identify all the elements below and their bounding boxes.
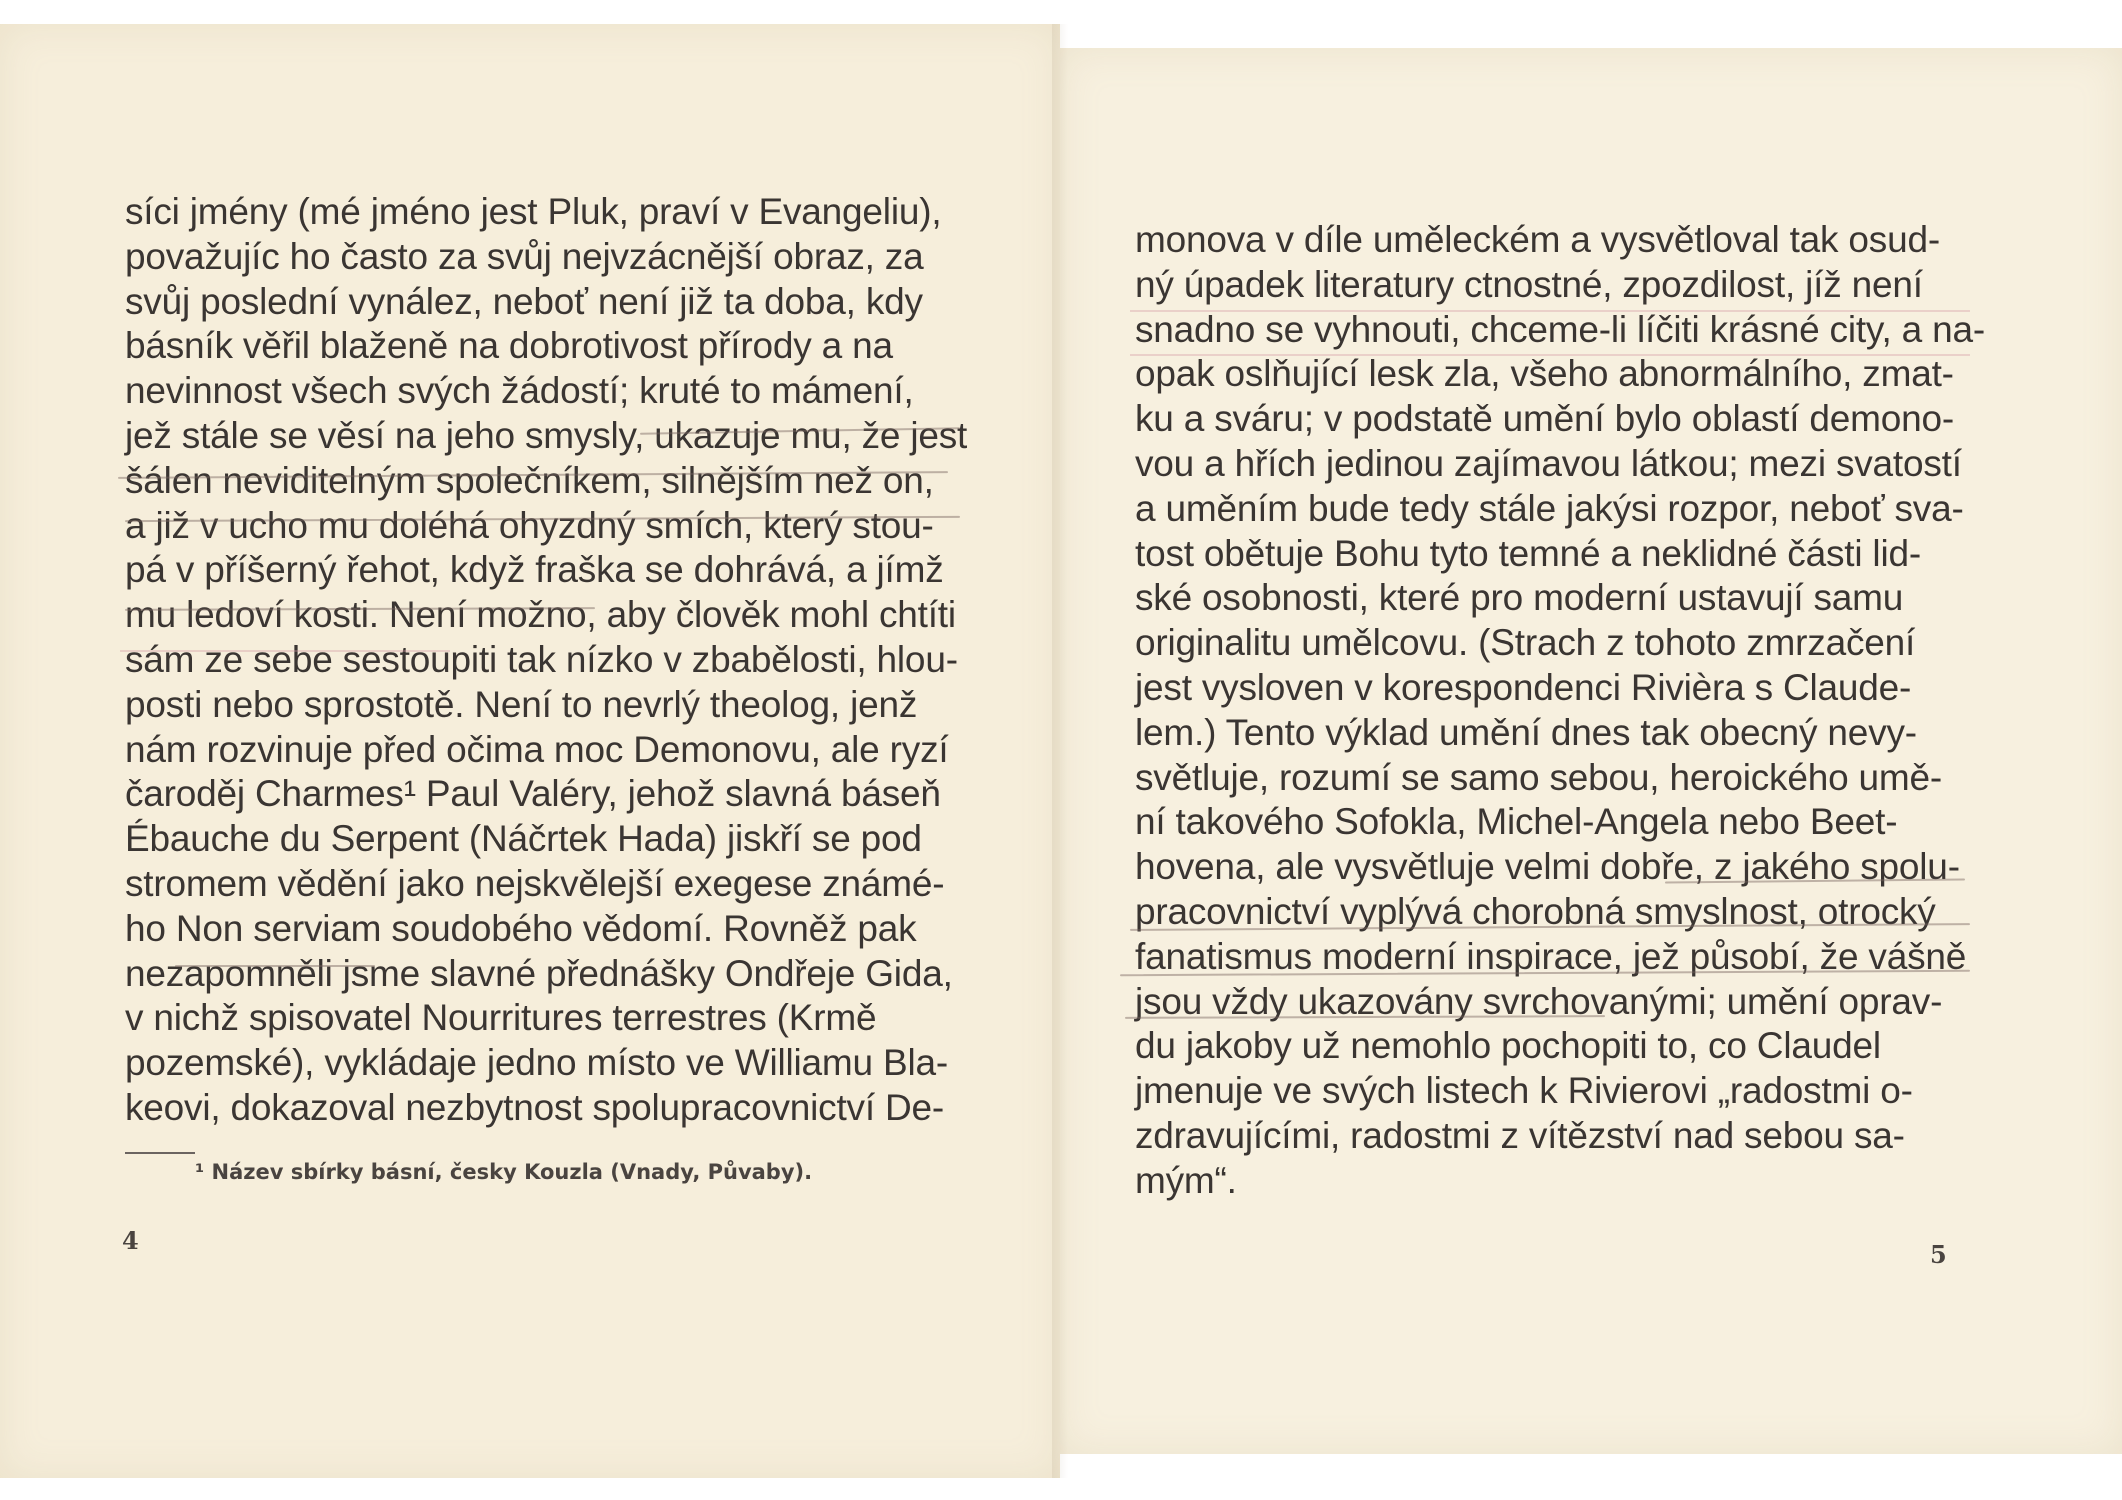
left-line: považujíc ho často za svůj nejvzácnější obraz, za [125, 235, 924, 277]
left-line: a již v ucho mu doléhá ohyzdný smích, který stou- [125, 504, 934, 546]
left-line: nám rozvinuje před očima moc Demonovu, ale ryzí [125, 728, 949, 770]
footnote: ¹ Název sbírky básní, česky Kouzla (Vnady, Půvaby). [195, 1160, 813, 1184]
right-line: mým“. [1135, 1159, 1237, 1201]
right-line: pracovnictví vyplývá chorobná smyslnost, otrocký [1135, 890, 1936, 932]
left-line: Ébauche du Serpent (Náčrtek Hada) jiskří se pod [125, 818, 922, 860]
right-line: jmenuje ve svých listech k Rivierovi „radostmi o- [1135, 1070, 1913, 1112]
left-line: nevinnost všech svých žádostí; kruté to mámení, [125, 370, 914, 412]
left-line: posti nebo sprostotě. Není to nevrlý theolog, jenž [125, 683, 918, 725]
left-page-body [125, 190, 968, 1131]
left-line: svůj poslední vynález, neboť není již ta doba, kdy [125, 280, 923, 322]
right-line: jsou vždy ukazovány svrchovanými; umění oprav- [1135, 980, 1943, 1022]
right-line: ný úpadek literatury ctnostné, zpozdilost, jíž není [1135, 263, 1923, 305]
right-line: snadno se vyhnouti, chceme-li líčiti krásné city, a na- [1135, 308, 1985, 350]
binding-shadow [1052, 24, 1068, 1478]
left-line: ho Non serviam soudobého vědomí. Rovněž pak [125, 907, 917, 949]
right-line: monova v díle uměleckém a vysvětloval tak osud- [1135, 219, 1940, 260]
left-line: básník věřil blaženě na dobrotivost přírody a na [125, 325, 893, 367]
right-line: tost obětuje Bohu tyto temné a neklidné části lid- [1135, 532, 1921, 574]
right-line: originalitu umělcovu. (Strach z tohoto zmrzačení [1135, 622, 1916, 664]
left-line: v nichž spisovatel Nourritures terrestres (Krmě [125, 997, 877, 1039]
footnote-rule [125, 1152, 195, 1154]
right-line: opak oslňující lesk zla, všeho abnormálního, zmat- [1135, 353, 1954, 395]
right-line: hovena, ale vysvětluje velmi dobře, z jakého spolu- [1135, 846, 1960, 888]
pencil-line [120, 650, 450, 652]
right-line: fanatismus moderní inspirace, jež působí, že vášně [1135, 935, 1967, 977]
left-line: čaroděj Charmes¹ Paul Valéry, jehož slavná báseň [125, 773, 941, 815]
left-line: jež stále se věsí na jeho smysly, ukazuje mu, že jest [125, 414, 968, 456]
right-line: lem.) Tento výklad umění dnes tak obecný nevy- [1135, 711, 1917, 753]
left-line: síci jmény (mé jméno jest Pluk, praví v Evangeliu), [125, 191, 942, 232]
right-line: a uměním bude tedy stále jakýsi rozpor, neboť sva- [1135, 487, 1964, 529]
right-page-body [1135, 218, 1985, 1204]
right-line: jest vysloven v korespondenci Rivièra s Claude- [1135, 666, 1912, 708]
right-line: ní takového Sofokla, Michel-Angela nebo Beet- [1135, 801, 1898, 843]
left-line: mu ledoví kosti. Není možno, aby člověk mohl chtíti [125, 594, 956, 636]
left-line: pá v příšerný řehot, když fraška se dohrává, a jímž [125, 549, 944, 591]
pencil-line [1130, 310, 1970, 312]
left-line: nezapomněli jsme slavné přednášky Ondřeje Gida, [125, 952, 953, 994]
left-line: šálen neviditelným společníkem, silnějším než on, [125, 459, 934, 501]
left-line: pozemské), vykládaje jedno místo ve Williamu Bla- [125, 1042, 949, 1084]
right-line: du jakoby už nemohlo pochopiti to, co Claudel [1135, 1025, 1881, 1067]
left-line: sám ze sebe sestoupiti tak nízko v zbabělosti, hlou- [125, 638, 958, 680]
right-line: vou a hřích jedinou zajímavou látkou; mezi svatostí [1135, 442, 1962, 484]
pencil-line [1130, 354, 1970, 356]
right-line: světluje, rozumí se samo sebou, heroického umě- [1135, 756, 1943, 798]
pencil-underline [175, 965, 375, 967]
right-line: ské osobnosti, které pro moderní ustavují samu [1135, 577, 1904, 619]
right-line: ku a sváru; v podstatě umění bylo oblastí demono- [1135, 398, 1955, 440]
left-line: stromem vědění jako nejskvělejší exegese známé- [125, 862, 945, 904]
page-number-left: 4 [122, 1226, 139, 1255]
right-line: zdravujícími, radostmi z vítězství nad sebou sa- [1135, 1114, 1905, 1156]
page-number-right: 5 [1930, 1240, 1947, 1269]
left-line: keovi, dokazoval nezbytnost spolupracovnictví De- [125, 1086, 945, 1128]
